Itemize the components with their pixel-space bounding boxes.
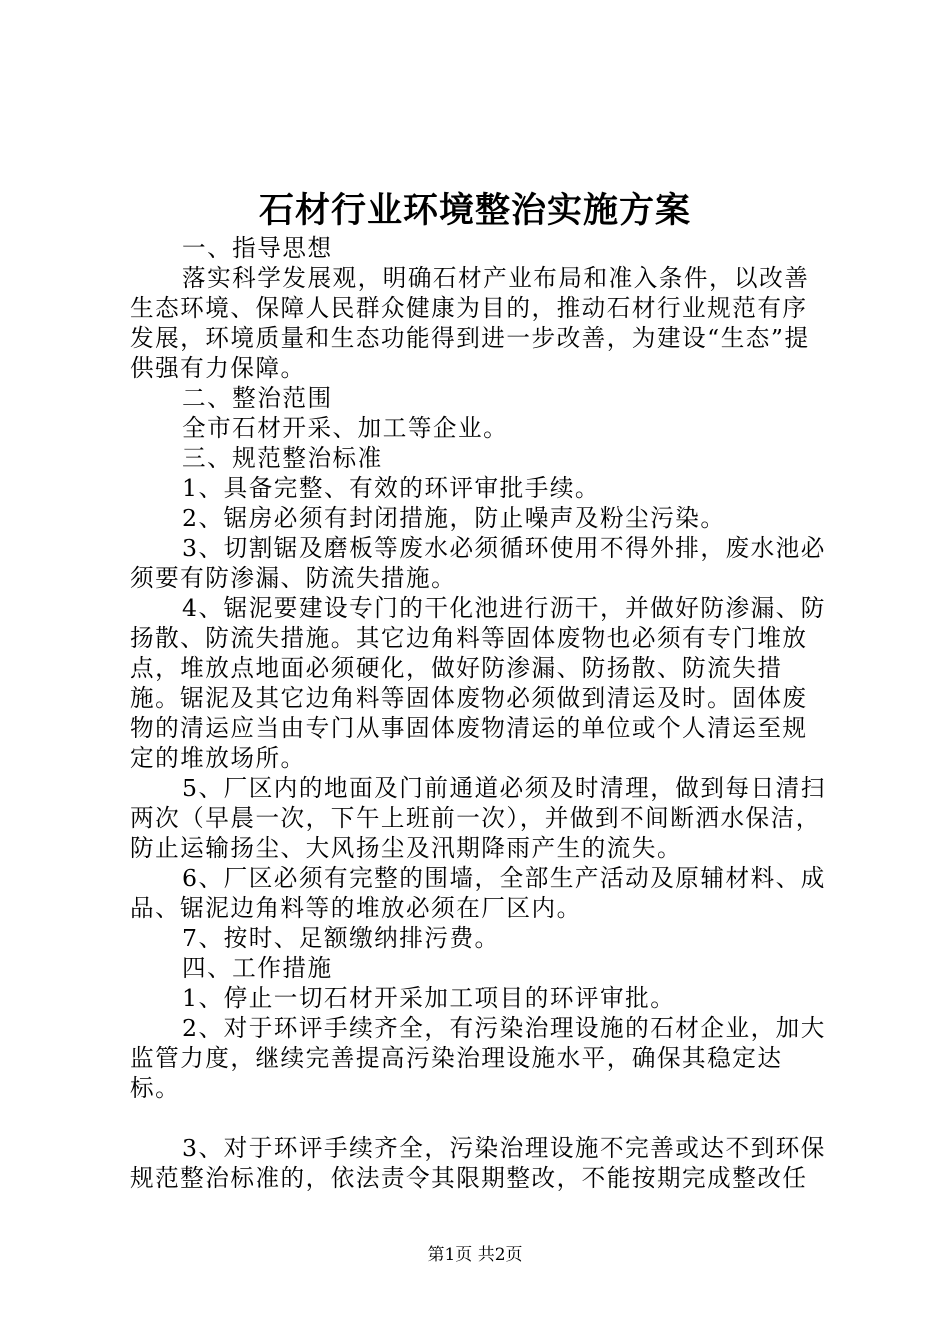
section-heading: 二、整治范围 xyxy=(182,384,333,412)
paragraph: 落实科学发展观，明确石材产业布局和准入条件，以改善生态环境、保障人民群众健康为目的，推动石材行业规范有序发展，环境质量和生态功能得到进一步改善，为建设“生态”提供强有力保障。 xyxy=(130,264,810,382)
section-heading: 一、指导思想 xyxy=(182,234,333,262)
list-item: 3、对于环评手续齐全，污染治理设施不完善或达不到环保规范整治标准的，依法责令其限期整改，不能按期完成整改任 xyxy=(130,1134,826,1192)
list-item: 2、对于环评手续齐全，有污染治理设施的石材企业，加大监管力度，继续完善提高污染治理设施水平，确保其稳定达标。 xyxy=(130,1014,826,1102)
document-body xyxy=(130,233,830,1193)
list-item: 1、停止一切石材开采加工项目的环评审批。 xyxy=(182,984,676,1012)
list-item: 7、按时、足额缴纳排污费。 xyxy=(182,924,500,952)
list-item: 2、锯房必须有封闭措施，防止噪声及粉尘污染。 xyxy=(182,504,726,532)
list-item: 1、具备完整、有效的环评审批手续。 xyxy=(182,474,601,502)
paragraph: 全市石材开采、加工等企业。 xyxy=(182,414,509,442)
list-item: 4、锯泥要建设专门的干化池进行沥干，并做好防渗漏、防扬散、防流失措施。其它边角料等固体废物也必须有专门堆放点，堆放点地面必须硬化，做好防渗漏、防扬散、防流失措施。锯泥及其它边角料等固体废物必须做到清运及时。固体废物的清运应当由专门从事固体废物清运的单位或个人清运至规定的堆放场所。 xyxy=(130,594,826,772)
document-title: 石材行业环境整治实施方案 xyxy=(258,190,691,231)
list-item: 5、厂区内的地面及门前通道必须及时清理，做到每日清扫两次（早晨一次，下午上班前一次），并做到不间断洒水保洁，防止运输扬尘、大风扬尘及汛期降雨产生的流失。 xyxy=(130,774,826,862)
section-heading: 四、工作措施 xyxy=(182,954,333,982)
list-item: 6、厂区必须有完整的围墙，全部生产活动及原辅材料、成品、锯泥边角料等的堆放必须在厂区内。 xyxy=(130,864,826,922)
page-number-footer: 第1页 共2页 xyxy=(427,1245,523,1265)
section-heading: 三、规范整治标准 xyxy=(182,444,383,472)
list-item: 3、切割锯及磨板等废水必须循环使用不得外排，废水池必须要有防渗漏、防流失措施。 xyxy=(130,534,826,592)
